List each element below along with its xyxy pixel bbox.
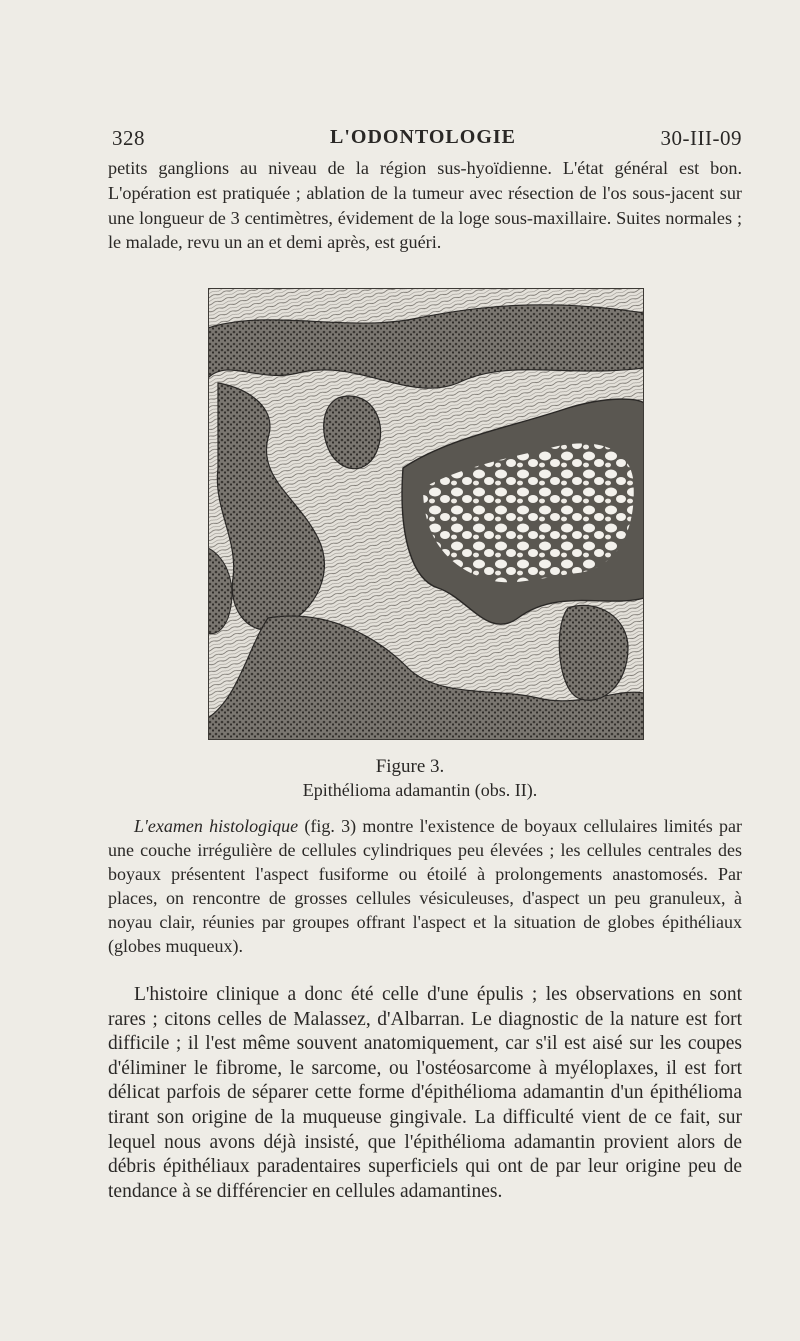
- issue-date: 30-III-09: [660, 126, 742, 150]
- paragraph-clinical-history: [108, 983, 742, 1204]
- paragraph-histology: [108, 815, 742, 958]
- running-header: [106, 126, 740, 156]
- page-number: 328: [112, 126, 145, 150]
- histology-figure: [208, 288, 644, 740]
- italic-lead: L'examen histologique: [134, 816, 299, 836]
- figure-caption: Epithélioma adamantin (obs. II).: [302, 780, 538, 800]
- figure-label: Figure 3.: [375, 756, 445, 777]
- journal-title: L'ODONTOLOGIE: [329, 126, 516, 148]
- paragraph-histology-text: (fig. 3) montre l'existence de boyaux cellulaires limités par une couche irrégulière de cellules cylindriques peu élevées ; les cellules centrales des boyaux présentent l'aspect fusiforme ou étoilé à prolongements anastomosés. Par places, on rencontre de grosses cellules vésiculeuses, d'aspect un peu granuleux, à noyau clair, réunies par groupes offrant l'aspect et la situation de globes épithéliaux (globes muqueux).: [108, 816, 742, 956]
- paragraph-clinical-text: L'histoire clinique a donc été celle d'une épulis ; les observations en sont rares ; citons celles de Malassez, d'Albarran. Le diagnostic de la nature est fort difficile ; il l'est même souvent anatomiquement, car s'il est aisé sur les coupes d'éliminer le fibrome, le sarcome, ou l'ostéosarcome à myéloplaxes, il est fort délicat parfois de séparer cette forme d'épithélioma adamantin d'un épithélioma tirant son origine de la muqueuse gingivale. La difficulté vient de ce fait, sur lequel nous avons déjà insisté, que l'épithélioma adamantin provient alors de débris épithéliaux paradentaires superficiels qui ont de par leur origine peu de tendance à se différencier en cellules adamantines.: [108, 984, 742, 1202]
- histology-engraving: [208, 288, 644, 740]
- paragraph-case-continuation: petits ganglions au niveau de la région sus-hyoïdienne. L'état général est bon. L'opération est pratiquée ; ablation de la tumeur avec résection de l'os sous-jacent sur une longueur de 3 centimètres, évidement de la loge sous-maxillaire. Suites normales ; le malade, revu un an et demi après, est guéri.: [108, 158, 742, 253]
